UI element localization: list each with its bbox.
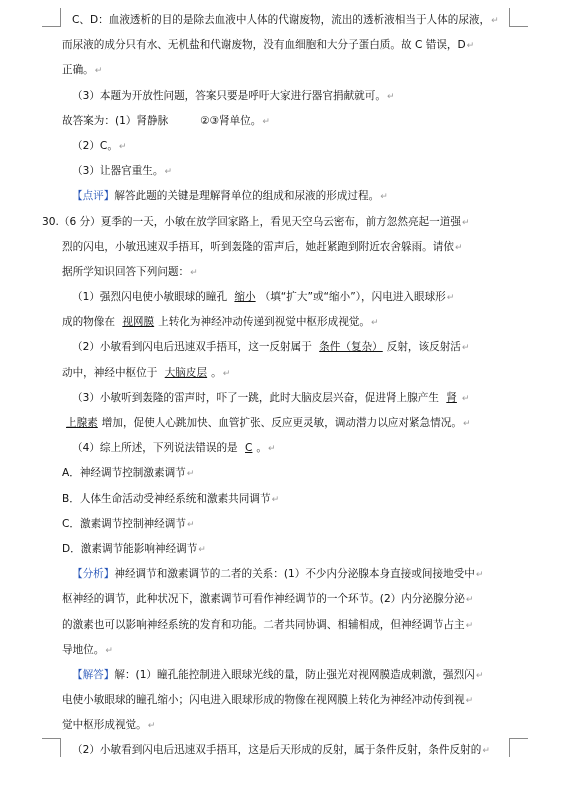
answer-blank: 条件（复杂）: [319, 341, 383, 354]
line-text: （3）小敏听到轰隆的雷声时，吓了一跳，此时大脑皮层兴奋，促进肾上腺产生: [72, 391, 443, 404]
paragraph-mark-icon: ↵: [198, 544, 206, 555]
paragraph-mark-icon: ↵: [465, 696, 474, 707]
paragraph-mark-icon: ↵: [461, 217, 470, 228]
paragraph-mark-icon: ↵: [268, 444, 276, 455]
line-text: B．人体生命活动受神经系统和激素共同调节: [62, 492, 271, 505]
answer-blank: C: [245, 442, 253, 455]
text-line: [62, 713, 507, 738]
text-line: [62, 58, 507, 83]
paragraph-mark-icon: ↵: [147, 721, 156, 732]
text-line: [62, 613, 507, 638]
line-text: 而尿液的成分只有水、无机盐和代谢废物，没有血细胞和大分子蛋白质。故 C 错误，D: [62, 39, 466, 52]
text-line: [62, 8, 507, 33]
text-line: [62, 285, 507, 310]
text-line: [62, 159, 507, 184]
line-text: 反射，该反射活: [386, 341, 461, 354]
paragraph-mark-icon: ↵: [271, 494, 280, 505]
answer-blank: 上腺素: [66, 417, 98, 429]
text-line: [62, 436, 507, 461]
line-text: 正确。: [62, 64, 94, 77]
line-text: （填“扩大”或“缩小”），闪电进入眼球形: [259, 291, 446, 304]
line-text: （4）综上所述，下列说法错误的是: [72, 442, 242, 455]
line-text: 成的物像在: [62, 316, 119, 329]
line-text: （2）小敏看到闪电后迅速双手捂耳，这是后天形成的反射，属于条件反射，条件反射的: [72, 744, 482, 757]
paragraph-mark-icon: ↵: [186, 519, 195, 530]
line-text: （3）本题为开放性问题，答案只要是呼吁大家进行器官捐献就可。: [72, 89, 386, 102]
line-text: 。: [211, 366, 222, 379]
line-text: C．激素调节控制神经调节: [62, 517, 186, 530]
text-line: [62, 688, 507, 713]
text-line: [62, 84, 507, 109]
line-text: 烈的闪电，小敏迅速双手捂耳，听到轰隆的雷声后，她赶紧跑到附近农舍躲雨。请依: [62, 240, 454, 253]
text-line: [62, 738, 507, 763]
text-line: [62, 361, 507, 386]
answer-blank: 视网膜: [122, 316, 155, 329]
text-line: [62, 109, 507, 134]
text-line: [62, 411, 507, 436]
line-text: 。: [256, 442, 268, 455]
paragraph-mark-icon: ↵: [491, 16, 499, 26]
paragraph-mark-icon: ↵: [454, 242, 463, 253]
paragraph-mark-icon: ↵: [262, 116, 270, 127]
paragraph-mark-icon: ↵: [186, 469, 195, 480]
line-text: （2）C。: [72, 139, 118, 152]
paragraph-mark-icon: ↵: [446, 293, 455, 304]
text-line: [62, 386, 507, 411]
line-text: 增加，促使人心跳加快、血管扩张、反应更灵敏，调动潜力以应对紧急情况。: [101, 417, 462, 429]
section-tag: 【点评】: [72, 190, 115, 203]
line-text: 解：(1）瞳孔能控制进入眼球光线的量，防止强光对视网膜造成刺激，强烈闪: [114, 668, 475, 681]
line-text: 枢神经的调节，此种状况下，激素调节可看作神经调节的一个环节。(2）内分泌腺分泌: [62, 593, 465, 606]
line-text: 上转化为神经冲动传递到视觉中枢形成视觉。: [158, 316, 370, 329]
paragraph-mark-icon: ↵: [380, 192, 388, 203]
text-line: [62, 310, 507, 335]
paragraph-mark-icon: ↵: [190, 267, 198, 278]
question-number: 30.（6 分）: [42, 215, 101, 228]
line-text: （1）强烈闪电使小敏眼球的瞳孔: [72, 291, 231, 304]
paragraph-mark-icon: ↵: [465, 620, 474, 631]
paragraph-mark-icon: ↵: [482, 746, 490, 757]
line-text: 故答案为：(1）肾静脉 ②③肾单位。: [62, 114, 262, 127]
text-line: [42, 210, 507, 235]
text-line: [62, 512, 507, 537]
text-line: [62, 335, 507, 360]
line-text: （2）小敏看到闪电后迅速双手捂耳，这一反射属于: [72, 341, 316, 354]
text-line: [62, 663, 507, 688]
crop-mark-bottom-left: [42, 738, 61, 757]
line-text: 电使小敏眼球的瞳孔缩小；闪电进入眼球形成的物像在视网膜上转化为神经冲动传到视: [62, 694, 465, 707]
text-line: [62, 587, 507, 612]
text-line: [62, 33, 507, 58]
line-text: 神经调节和激素调节的二者的关系：(1）不少内分泌腺本身直接或间接地受中: [114, 568, 475, 581]
line-text: 据所学知识回答下列问题：: [62, 265, 190, 278]
paragraph-mark-icon: ↵: [118, 141, 127, 152]
paragraph-mark-icon: ↵: [164, 167, 173, 178]
paragraph-mark-icon: ↵: [466, 41, 475, 52]
paragraph-mark-icon: ↵: [461, 343, 470, 354]
paragraph-mark-icon: ↵: [371, 318, 379, 329]
paragraph-mark-icon: ↵: [386, 91, 395, 102]
paragraph-mark-icon: ↵: [462, 419, 471, 429]
line-text: D．激素调节能影响神经调节: [62, 542, 198, 555]
text-line: [62, 562, 507, 587]
answer-blank: 大脑皮层: [164, 366, 208, 379]
paragraph-mark-icon: ↵: [475, 570, 484, 581]
section-tag: 【分析】: [72, 568, 115, 581]
line-text: 导地位。: [62, 643, 105, 656]
text-line: [62, 461, 507, 486]
answer-blank: 肾: [446, 391, 457, 404]
text-line: [62, 487, 507, 512]
document-body: [42, 8, 507, 764]
crop-mark-top-left: [42, 8, 61, 27]
paragraph-mark-icon: ↵: [94, 66, 103, 77]
paragraph-mark-icon: ↵: [105, 645, 113, 656]
text-line: [62, 134, 507, 159]
line-text: 觉中枢形成视觉。: [62, 719, 147, 732]
line-text: 的激素也可以影响神经系统的发育和功能。二者共同协调、相辅相成，但神经调节占主: [62, 618, 465, 631]
line-text: 夏季的一天，小敏在放学回家路上，看见天空乌云密布，前方忽然亮起一道强: [100, 215, 461, 228]
text-line: [62, 184, 507, 209]
line-text: 解答此题的关键是理解肾单位的组成和尿液的形成过程。: [114, 190, 380, 203]
line-text: C、D：血液透析的目的是除去血液中人体的代谢废物，流出的透析液相当于人体的尿液，: [72, 14, 491, 26]
line-text: 动中，神经中枢位于: [62, 366, 161, 379]
crop-mark-top-right: [509, 8, 528, 27]
line-text: A．神经调节控制激素调节: [62, 467, 186, 480]
section-tag: 【解答】: [72, 668, 115, 681]
line-text: （3）让器官重生。: [72, 165, 164, 178]
paragraph-mark-icon: ↵: [475, 670, 484, 681]
paragraph-mark-icon: ↵: [222, 368, 231, 379]
text-line: [62, 638, 507, 663]
text-line: [62, 260, 507, 285]
text-line: [62, 537, 507, 562]
text-line: [62, 235, 507, 260]
answer-blank: 缩小: [234, 291, 256, 304]
crop-mark-bottom-right: [509, 738, 528, 757]
paragraph-mark-icon: ↵: [465, 595, 474, 606]
paragraph-mark-icon: ↵: [461, 393, 470, 404]
